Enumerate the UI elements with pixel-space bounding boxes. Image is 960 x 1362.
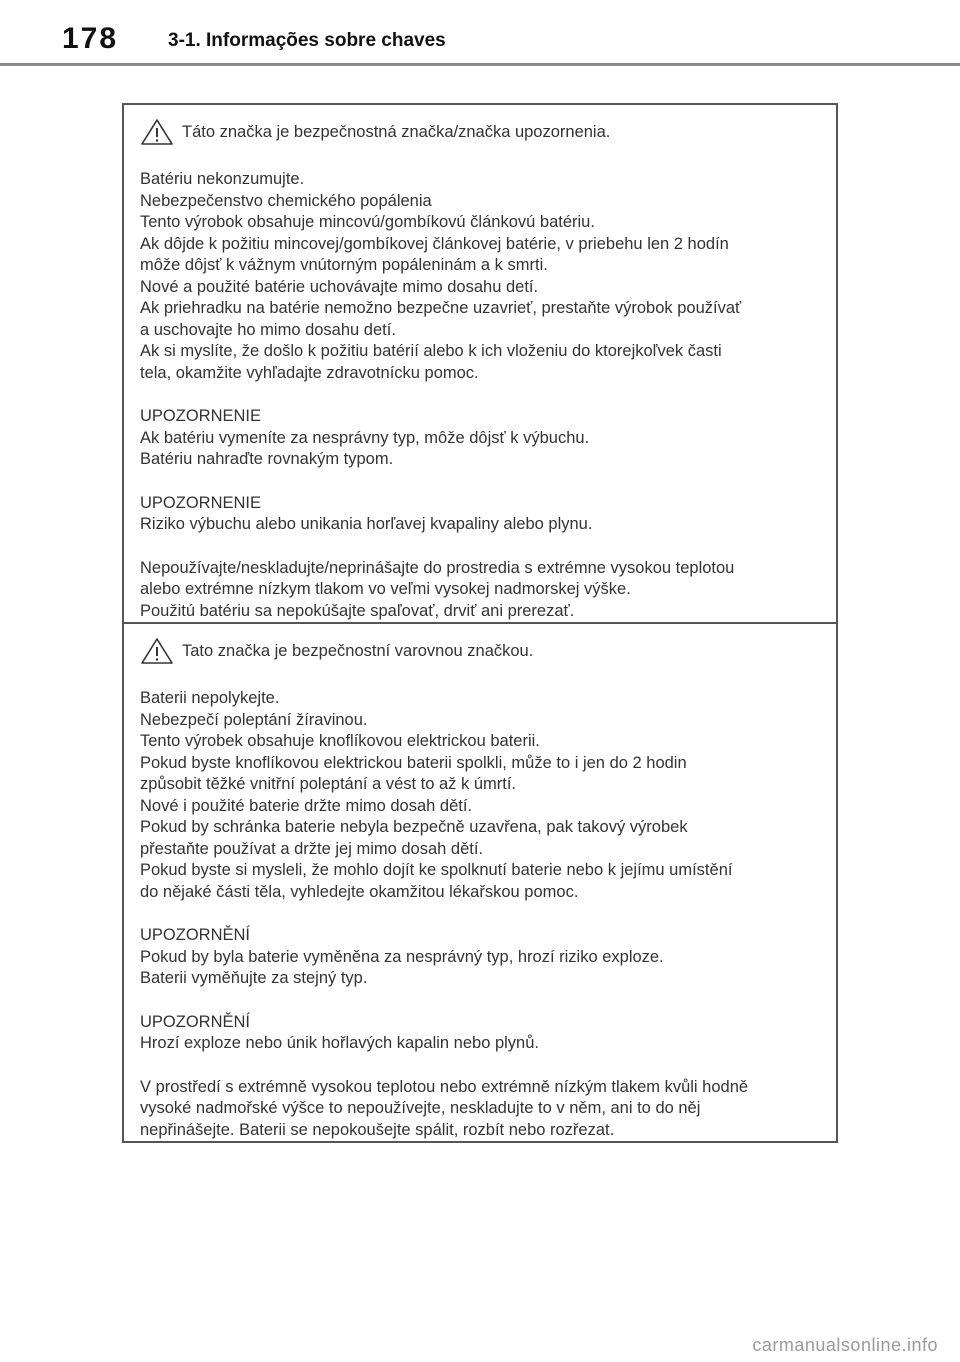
page-header <box>0 0 960 66</box>
notice-paragraph <box>140 1012 826 1055</box>
text-line: Ak dôjde k požitiu mincovej/gombíkovej článkovej batérie, v priebehu len 2 hodín <box>140 234 729 253</box>
page-number: 178 <box>62 22 119 55</box>
warning-triangle-icon <box>140 637 174 665</box>
text-line: Pokud byste si mysleli, že mohlo dojít ke spolknutí baterie nebo k jejímu umístění <box>140 861 733 879</box>
text-line: Hrozí exploze nebo únik hořlavých kapalin nebo plynů. <box>140 1034 539 1052</box>
text-line: Batériu nekonzumujte. <box>140 170 305 188</box>
text-line: vysoké nadmořské výšce to nepoužívejte, neskladujte to v něm, ani to do něj <box>140 1099 701 1117</box>
notice-paragraph <box>140 169 826 384</box>
text-line: Riziko výbuchu alebo unikania horľavej kvapaliny alebo plynu. <box>140 515 593 533</box>
notice-paragraphs <box>140 688 826 1141</box>
watermark: carmanualsonline.info <box>752 1335 938 1355</box>
notice-paragraph <box>140 925 826 990</box>
text-line: V prostředí s extrémně vysokou teplotou nebo extrémně nízkým tlakem kvůli hodně <box>140 1077 749 1096</box>
warning-text: Táto značka je bezpečnostná značka/značka upozornenia. <box>182 122 611 141</box>
notice-paragraphs <box>140 169 826 622</box>
text-line: Nové i použité baterie držte mimo dosah dětí. <box>140 796 473 815</box>
text-line: UPOZORNENIE <box>140 407 262 425</box>
text-line: Ak batériu vymeníte za nesprávny typ, môže dôjsť k výbuchu. <box>140 428 590 447</box>
notice-box-czech <box>122 622 838 1143</box>
notice-paragraph <box>140 1077 826 1142</box>
text-line: Nové a použité batérie uchovávajte mimo dosahu detí. <box>140 277 539 296</box>
text-line: môže dôjsť k vážnym vnútorným popáleninám a k smrti. <box>140 256 548 274</box>
warning-triangle-icon <box>140 118 174 146</box>
warning-heading <box>140 117 826 147</box>
text-line: Použitú batériu sa nepokúšajte spaľovať, drviť ani prerezať. <box>140 601 575 620</box>
text-line: Baterii nepolykejte. <box>140 689 280 707</box>
warning-text: Tato značka je bezpečnostní varovnou značkou. <box>182 641 534 660</box>
text-line: tela, okamžite vyhľadajte zdravotnícku pomoc. <box>140 363 479 382</box>
text-line: Tento výrobok obsahuje mincovú/gombíkovú článkovú batériu. <box>140 213 595 231</box>
notice-paragraph <box>140 406 826 471</box>
text-line: Pokud by schránka baterie nebyla bezpečně uzavřena, pak takový výrobek <box>140 818 688 836</box>
notice-paragraph <box>140 493 826 536</box>
text-line: nepřinášejte. Baterii se nepokoušejte spálit, rozbít nebo rozřezat. <box>140 1120 615 1139</box>
section-title: 3-1. Informações sobre chaves <box>168 30 446 51</box>
text-line: Baterii vyměňujte za stejný typ. <box>140 969 368 987</box>
text-line: Ak si myslíte, že došlo k požitiu batérií alebo k ich vloženiu do ktorejkoľvek časti <box>140 342 722 360</box>
text-line: UPOZORNENIE <box>140 493 262 512</box>
notice-paragraph <box>140 688 826 903</box>
text-line: Nebezpečí poleptání žíravinou. <box>140 710 368 729</box>
notice-paragraph <box>140 558 826 623</box>
notice-content <box>140 117 826 622</box>
notice-content <box>140 636 826 1141</box>
text-line: a uschovajte ho mimo dosahu detí. <box>140 320 396 339</box>
text-line: alebo extrémne nízkym tlakom vo veľmi vysokej nadmorskej výške. <box>140 580 631 598</box>
text-line: UPOZORNĚNÍ <box>140 926 251 944</box>
text-line: Batériu nahraďte rovnakým typom. <box>140 450 394 468</box>
text-line: přestaňte používat a držte jej mimo dosah dětí. <box>140 839 484 858</box>
text-line: způsobit těžké vnitřní poleptání a vést to až k úmrtí. <box>140 775 517 793</box>
text-line: do nějaké části těla, vyhledejte okamžitou lékařskou pomoc. <box>140 882 579 901</box>
text-line: Ak priehradku na batérie nemožno bezpečne uzavrieť, prestaňte výrobok používať <box>140 299 742 317</box>
text-line: Nepoužívajte/neskladujte/neprinášajte do prostredia s extrémne vysokou teplotou <box>140 558 735 577</box>
text-line: Pokud by byla baterie vyměněna za nesprávný typ, hrozí riziko exploze. <box>140 947 664 966</box>
text-line: Tento výrobek obsahuje knoflíkovou elektrickou baterii. <box>140 732 540 750</box>
text-line: Nebezpečenstvo chemického popálenia <box>140 191 432 210</box>
notice-box-slovak <box>122 103 838 624</box>
warning-heading <box>140 636 826 666</box>
text-line: Pokud byste knoflíkovou elektrickou baterii spolkli, může to i jen do 2 hodin <box>140 753 687 772</box>
text-line: UPOZORNĚNÍ <box>140 1012 251 1031</box>
